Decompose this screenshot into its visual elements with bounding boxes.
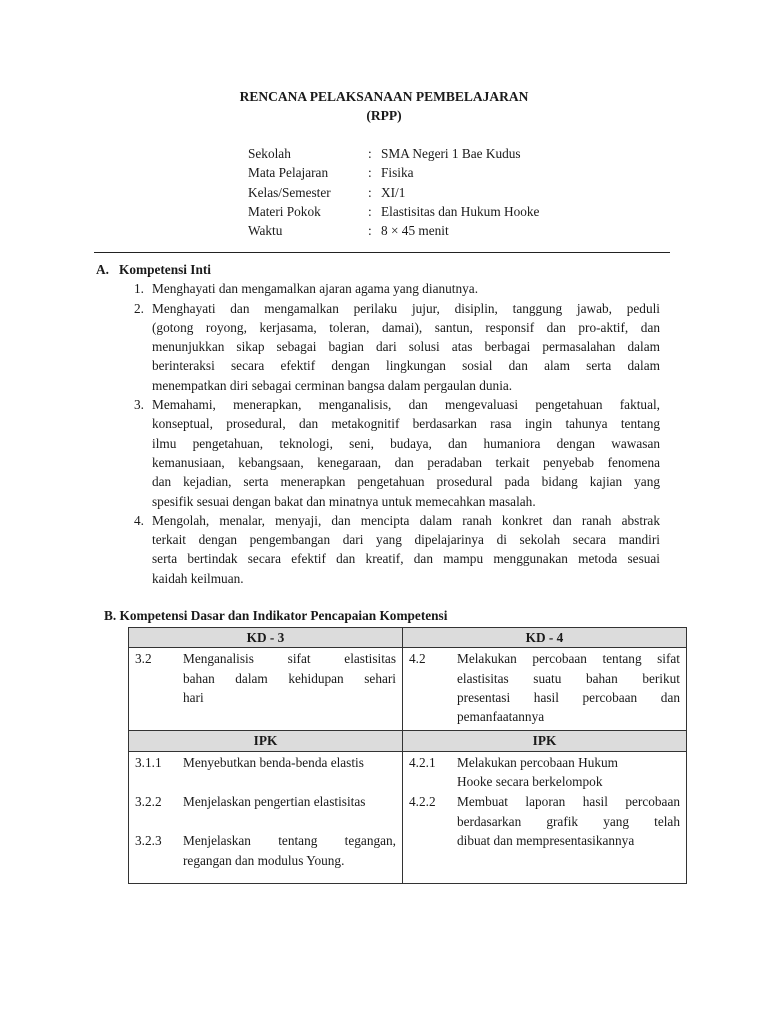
ipk-line: Menjelaskan pengertian elastisitas bbox=[183, 794, 366, 810]
ipk-line: Membuat laporan hasil percobaan bbox=[457, 794, 680, 810]
ki-list bbox=[96, 279, 670, 588]
meta-label: Waktu bbox=[248, 223, 283, 239]
ipk-code: 4.2.1 bbox=[409, 754, 436, 770]
ipk-line: Melakukan percobaan Hukum bbox=[457, 754, 618, 770]
kd3-cell bbox=[129, 648, 403, 731]
section-heading bbox=[96, 260, 670, 279]
ipk-line: Menjelaskan tentang tegangan, bbox=[183, 833, 396, 849]
kd-line: pemanfaatannya bbox=[457, 709, 545, 725]
kd-code: 3.2 bbox=[135, 651, 152, 667]
ipk-code: 3.1.1 bbox=[135, 754, 162, 770]
kd3-header: KD - 3 bbox=[129, 628, 403, 648]
list-number: 3. bbox=[134, 397, 144, 413]
meta-label: Sekolah bbox=[248, 146, 291, 161]
ipk-line: dibuat dan mempresentasikannya bbox=[457, 832, 635, 848]
document-title: RENCANA PELAKSANAAN PEMBELAJARAN bbox=[239, 89, 529, 104]
list-line: berinteraksi secara efektif dengan lingkungan sosial dan alam serta dalam bbox=[152, 358, 660, 374]
meta-value: XI/1 bbox=[381, 184, 406, 200]
meta-value: Fisika bbox=[381, 165, 414, 181]
list-line: menunjukkan sikap sebagai bagian dari solusi atas berbagai permasalahan dalam bbox=[152, 339, 660, 355]
list-number: 4. bbox=[134, 512, 144, 528]
section-kompetensi-inti bbox=[96, 260, 670, 588]
meta-value: SMA Negeri 1 Bae Kudus bbox=[381, 146, 521, 161]
meta-colon: : bbox=[368, 203, 372, 219]
kd4-cell bbox=[403, 648, 687, 731]
ipk3-cell bbox=[129, 751, 403, 883]
list-item bbox=[96, 279, 670, 298]
list-item bbox=[96, 395, 670, 511]
kd-line: bahan dalam kehidupan sehari bbox=[183, 670, 396, 686]
kd-code: 4.2 bbox=[409, 651, 426, 667]
list-line: Memahami, menerapkan, menganalisis, dan mengevaluasi pengetahuan faktual, bbox=[152, 397, 660, 413]
list-line: konseptual, prosedural, dan metakognitif berdasarkan rasa ingin tahunya tentang bbox=[152, 416, 660, 432]
kd-line: elastisitas suatu bahan berikut bbox=[457, 670, 680, 686]
ipk3-header: IPK bbox=[129, 731, 403, 751]
list-line: kaidah keilmuan. bbox=[152, 570, 244, 586]
section-letter: A. bbox=[96, 262, 109, 277]
list-number: 1. bbox=[134, 281, 144, 297]
meta-colon: : bbox=[368, 146, 372, 161]
ipk-line: berdasarkan grafik yang telah bbox=[457, 813, 680, 829]
kd-line: hari bbox=[183, 689, 204, 705]
list-line: terkait dengan pengembangan dari yang dipelajarinya di sekolah secara mandiri bbox=[152, 532, 660, 548]
ipk-line: Menyebutkan benda-benda elastis bbox=[183, 754, 364, 770]
meta-row-waktu bbox=[248, 221, 539, 240]
list-line: Menghayati dan mengamalkan perilaku jujur, disiplin, tanggung jawab, peduli bbox=[152, 300, 660, 316]
identity-block bbox=[248, 144, 539, 240]
meta-colon: : bbox=[368, 165, 372, 181]
meta-row-kelas-semester bbox=[248, 183, 539, 202]
list-line: ilmu pengetahuan, teknologi, seni, budaya, dan humaniora dengan wawasan bbox=[152, 435, 660, 451]
ipk-code: 4.2.2 bbox=[409, 794, 436, 810]
list-line: serta bertindak secara efektif dan kreatif, dan mampu menggunakan metoda sesuai bbox=[152, 551, 660, 567]
list-number: 2. bbox=[134, 300, 144, 316]
list-line: dan kejadian, serta menerapkan pengetahuan prosedural pada bidang kajian yang bbox=[152, 474, 660, 490]
meta-row-mata-pelajaran bbox=[248, 163, 539, 182]
meta-value: 8 × 45 menit bbox=[381, 223, 449, 239]
meta-row-materi-pokok bbox=[248, 202, 539, 221]
ipk-code: 3.2.3 bbox=[135, 833, 162, 849]
kd-line: Melakukan percobaan tentang sifat bbox=[457, 651, 680, 667]
list-line: kemanusiaan, kebangsaan, kenegaraan, dan peradaban terkait penyebab fenomena bbox=[152, 454, 660, 470]
meta-colon: : bbox=[368, 184, 372, 200]
list-line: Menghayati dan mengamalkan ajaran agama yang dianutnya. bbox=[152, 281, 479, 297]
meta-colon: : bbox=[368, 223, 372, 239]
list-item bbox=[96, 511, 670, 588]
meta-label: Mata Pelajaran bbox=[248, 165, 329, 181]
kd-line: presentasi hasil percobaan dan bbox=[457, 689, 680, 705]
list-line: Mengolah, menalar, menyaji, dan mencipta dalam ranah konkret dan ranah abstrak bbox=[152, 512, 660, 528]
meta-label: Kelas/Semester bbox=[248, 184, 331, 200]
ipk4-header: IPK bbox=[403, 731, 687, 751]
list-item bbox=[96, 299, 670, 395]
ipk-line: regangan dan modulus Young. bbox=[183, 852, 345, 868]
list-line: (gotong royong, kerjasama, toleran, damai), santun, responsif dan pro-aktif, dan bbox=[152, 319, 660, 335]
list-line: spesifik sesuai dengan bakat dan minatnya untuk memecahkan masalah. bbox=[152, 493, 536, 509]
meta-row-sekolah bbox=[248, 144, 539, 163]
meta-value: Elastisitas dan Hukum Hooke bbox=[381, 203, 540, 219]
document-subtitle: (RPP) bbox=[366, 108, 402, 123]
ipk-code: 3.2.2 bbox=[135, 794, 162, 810]
ipk4-cell bbox=[403, 751, 687, 883]
horizontal-rule bbox=[94, 252, 670, 253]
kd4-header: KD - 4 bbox=[403, 628, 687, 648]
ipk-line: Hooke secara berkelompok bbox=[457, 774, 603, 790]
section-title: Kompetensi Inti bbox=[119, 262, 211, 277]
meta-label: Materi Pokok bbox=[248, 203, 321, 219]
kd-ipk-table bbox=[128, 627, 687, 884]
list-line: menempatkan diri sebagai cerminan bangsa dalam pergaulan dunia. bbox=[152, 377, 513, 393]
section-kompetensi-dasar-heading: B. Kompetensi Dasar dan Indikator Pencapaian Kompetensi bbox=[104, 608, 448, 623]
kd-line: Menganalisis sifat elastisitas bbox=[183, 651, 396, 667]
